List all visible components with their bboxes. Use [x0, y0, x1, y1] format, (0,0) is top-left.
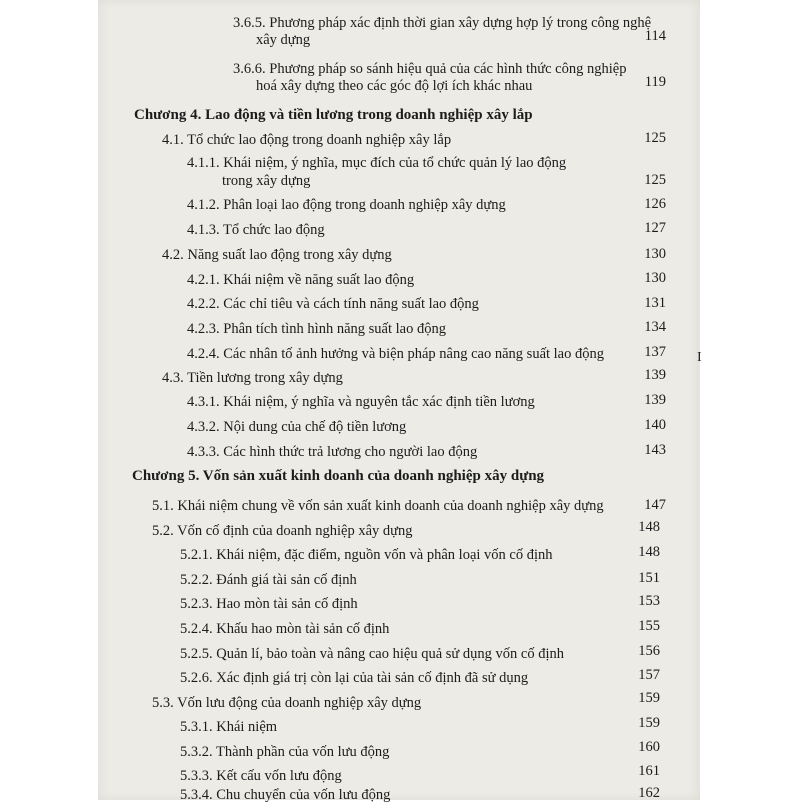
toc-entry-text: hoá xây dựng theo các góc độ lợi ích khác nhau [256, 78, 533, 94]
toc-entry-text: 4.2.1. Khái niệm về năng suất lao động [187, 272, 415, 288]
toc-entry-page: 125 [644, 172, 666, 188]
toc-entry-page: 139 [644, 367, 666, 383]
toc-entry-text: 5.2.1. Khái niệm, đặc điểm, nguồn vốn và phân loại vốn cố định [180, 547, 553, 563]
toc-entry-page: 160 [638, 739, 660, 755]
toc-entry-text: 5.3.1. Khái niệm [180, 719, 278, 735]
toc-entry-text: 3.6.6. Phương pháp so sánh hiệu quả của các hình thức công nghiệp [233, 61, 627, 77]
toc-entry-text: 5.2.3. Hao mòn tài sản cố định [180, 596, 358, 612]
toc-entry-text: trong xây dựng [222, 173, 311, 189]
toc-entry-page: 137 [644, 344, 666, 360]
toc-entry-page: 134 [644, 319, 666, 335]
toc-entry-text: 5.1. Khái niệm chung về vốn sản xuất kinh doanh của doanh nghiệp xây dựng [152, 498, 604, 514]
toc-entry-page: 161 [638, 763, 660, 779]
toc-entry-text: 5.2.5. Quản lí, bảo toàn và nâng cao hiệu quả sử dụng vốn cố định [180, 646, 564, 662]
toc-entry-page: 114 [644, 28, 666, 44]
toc-entry-page: 127 [644, 220, 666, 236]
toc-entry-text: 4.2.3. Phân tích tình hình năng suất lao động [187, 321, 446, 337]
toc-entry-text: 4.1.2. Phân loại lao động trong doanh nghiệp xây dựng [187, 197, 506, 213]
toc-entry-page: 155 [638, 618, 660, 634]
toc-entry-text: 5.2. Vốn cố định của doanh nghiệp xây dựng [152, 523, 413, 539]
toc-entry-text: 5.3.3. Kết cấu vốn lưu động [180, 768, 342, 784]
toc-entry-page: 151 [638, 570, 660, 586]
chapter-heading: Chương 4. Lao động và tiền lương trong doanh nghiệp xây lắp [134, 107, 533, 123]
toc-entry-page: 153 [638, 593, 660, 609]
toc-entry-text: 4.1.1. Khái niệm, ý nghĩa, mục đích của tổ chức quản lý lao động [187, 155, 567, 171]
toc-entry-text: 5.2.4. Khấu hao mòn tài sản cố định [180, 621, 390, 637]
toc-entry-page: 126 [644, 196, 666, 212]
toc-entry-text: 4.2.2. Các chỉ tiêu và cách tính năng suất lao động [187, 296, 479, 312]
toc-entry-text: xây dựng [256, 32, 311, 48]
toc-entry-page: 130 [644, 270, 666, 286]
toc-entry-page: 143 [644, 442, 666, 458]
toc-entry-page: 156 [638, 643, 660, 659]
toc-entry-text: 3.6.5. Phương pháp xác định thời gian xây dựng hợp lý trong công nghệ [233, 15, 652, 31]
toc-entry-text: 5.2.2. Đánh giá tài sản cố định [180, 572, 357, 588]
toc-entry-page: 140 [644, 417, 666, 433]
toc-entry-text: 4.1. Tổ chức lao động trong doanh nghiệp xây lắp [162, 132, 452, 148]
toc-entry-page: 162 [638, 785, 660, 801]
toc-entry-text: 4.2.4. Các nhân tố ảnh hưởng và biện pháp nâng cao năng suất lao động [187, 346, 604, 362]
chapter-heading: Chương 5. Vốn sản xuất kinh doanh của doanh nghiệp xây dựng [132, 468, 545, 484]
toc-entry-page: 148 [638, 544, 660, 560]
toc-entry-text: 4.1.3. Tổ chức lao động [187, 222, 325, 238]
toc-entry-text: 5.2.6. Xác định giá trị còn lại của tài sản cố định đã sử dụng [180, 670, 529, 686]
toc-entry-page: 148 [638, 519, 660, 535]
toc-entry-text: 4.3.3. Các hình thức trả lương cho người lao động [187, 444, 478, 460]
toc-entry-text: 4.3.2. Nội dung của chế độ tiền lương [187, 419, 407, 435]
toc-entry-page: 157 [638, 667, 660, 683]
toc-entry-text: 4.3.1. Khái niệm, ý nghĩa và nguyên tắc xác định tiền lương [187, 394, 535, 410]
toc-entry-page: 159 [638, 715, 660, 731]
toc-entry-page: 130 [644, 246, 666, 262]
toc-entry-page: 147 [644, 497, 666, 513]
toc-entry-text: 5.3.2. Thành phần của vốn lưu động [180, 744, 390, 760]
toc-entry-text: 4.2. Năng suất lao động trong xây dựng [162, 247, 392, 263]
toc-entry-page: 159 [638, 690, 660, 706]
toc-entry-text: 5.3. Vốn lưu động của doanh nghiệp xây dựng [152, 695, 422, 711]
toc-entry-page: 119 [644, 74, 666, 90]
toc-entry-text: 5.3.4. Chu chuyển của vốn lưu động [180, 787, 391, 803]
toc-entry-page: 139 [644, 392, 666, 408]
margin-mark: I [697, 350, 702, 365]
toc-entry-text: 4.3. Tiền lương trong xây dựng [162, 370, 343, 386]
toc-entry-page: 131 [644, 295, 666, 311]
toc-entry-page: 125 [644, 130, 666, 146]
